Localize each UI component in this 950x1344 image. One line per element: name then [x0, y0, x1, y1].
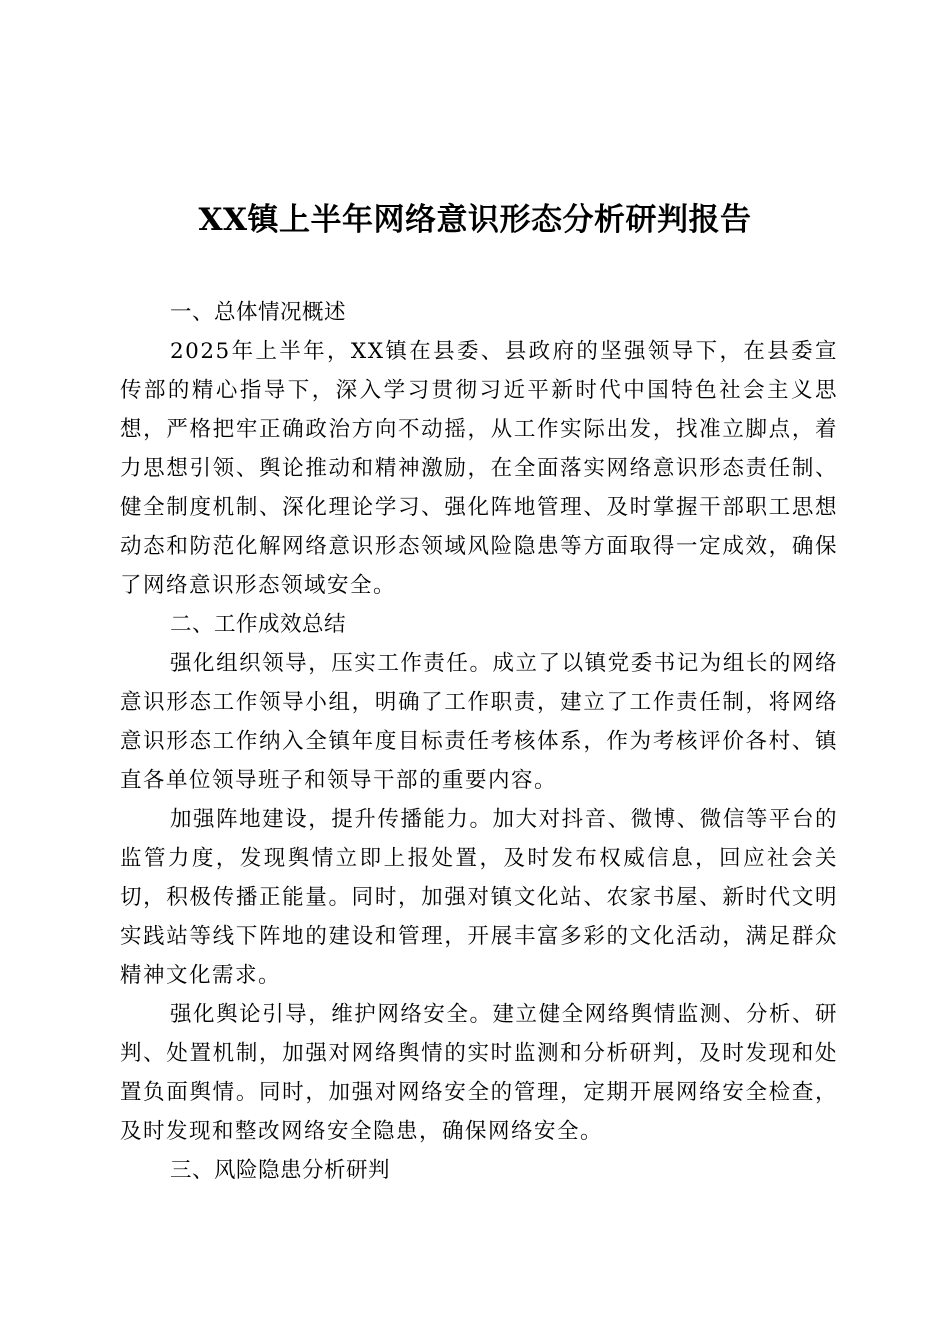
paragraph-platform-building: 加强阵地建设，提升传播能力。加大对抖音、微博、微信等平台的监管力度，发现舆情立即上报处置，及时发布权威信息，回应社会关切，积极传播正能量。同时，加强对镇文化站、农家书屋、新时代文明实践站等线下阵地的建设和管理，开展丰富多彩的文化活动，满足群众精神文化需求。: [120, 807, 838, 988]
section-heading-overview: 一、总体情况概述: [170, 300, 347, 325]
paragraph-opinion-guidance: 强化舆论引导，维护网络安全。建立健全网络舆情监测、分析、研判、处置机制，加强对网络舆情的实时监测和分析研判，及时发现和处置负面舆情。同时，加强对网络安全的管理，定期开展网络安全检查，及时发现和整改网络安全隐患，确保网络安全。: [120, 1002, 838, 1144]
document-title: XX镇上半年网络意识形态分析研判报告: [198, 202, 752, 238]
section-heading-risk-analysis: 三、风险隐患分析研判: [170, 1158, 391, 1183]
paragraph-organization: 强化组织领导，压实工作责任。成立了以镇党委书记为组长的网络意识形态工作领导小组，明确了工作职责，建立了工作责任制，将网络意识形态工作纳入全镇年度目标责任考核体系，作为考核评价各村、镇直各单位领导班子和领导干部的重要内容。: [120, 651, 838, 793]
paragraph-overview: 2025年上半年，XX镇在县委、县政府的坚强领导下，在县委宣传部的精心指导下，深入学习贯彻习近平新时代中国特色社会主义思想，严格把牢正确政治方向不动摇，从工作实际出发，找准立脚点，着力思想引领、舆论推动和精神激励，在全面落实网络意识形态责任制、健全制度机制、深化理论学习、强化阵地管理、及时掌握干部职工思想动态和防范化解网络意识形态领域风险隐患等方面取得一定成效，确保了网络意识形态领域安全。: [120, 339, 838, 598]
document-body: [120, 293, 838, 1190]
section-heading-achievements: 二、工作成效总结: [170, 612, 347, 637]
